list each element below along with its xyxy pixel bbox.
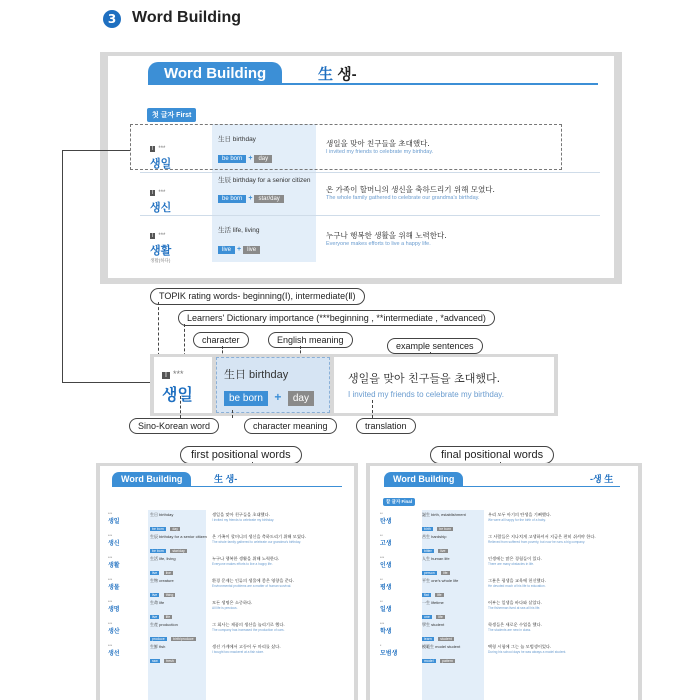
importance-stars: * [380, 644, 382, 648]
row-divider [140, 172, 600, 173]
character-meaning-chip: live [218, 246, 235, 254]
topik-level-badge: I [162, 372, 170, 379]
topik-level-badge: I [152, 233, 154, 239]
importance-stars: ** [380, 512, 383, 516]
importance-stars: *** [172, 369, 184, 379]
importance-stars: *** [380, 556, 385, 560]
zoom-meaning-block [224, 366, 314, 406]
character-meaning-chip: life [165, 615, 171, 619]
english-meaning: 苦生 hardship [422, 534, 447, 539]
example-sentence: 누구나 행복한 생활을 위해 노력한다. [326, 231, 447, 240]
example-sentence: 택형 시험에 그는 늘 모범생이었다. [488, 644, 552, 649]
callout-topik-rating: TOPIK rating words- beginning(Ⅰ), intermediate(Ⅱ) [150, 288, 365, 305]
list-item [380, 622, 632, 644]
sino-korean-word: 생물 [108, 584, 120, 591]
english-meaning: 人生 human life [422, 556, 450, 561]
character-meaning-chip: be born [439, 527, 452, 531]
example-sentence: 온 가족이 할머니의 생신을 축하드리기 위해 모였다. [326, 185, 495, 194]
example-sentence: 누구나 행복한 생활을 위해 노력한다. [212, 556, 280, 561]
character-meaning-chip: model [424, 659, 434, 663]
character-meaning-chip: live [165, 571, 171, 575]
list-item [380, 534, 632, 556]
callout-character: character [193, 332, 249, 348]
english-meaning: 平生 one's whole life [422, 578, 459, 583]
importance-stars: *** [158, 233, 166, 239]
plus-sign: + [274, 390, 282, 404]
example-translation: There are many obstacles in life. [488, 562, 535, 566]
example-translation: Everyone makes efforts to live a happy life. [326, 241, 431, 247]
character-meaning-chip: fresh [166, 659, 174, 663]
row-word-block [150, 137, 171, 171]
sino-korean-word: 탄생 [380, 518, 392, 525]
list-item [108, 600, 348, 622]
example-translation: I invited my friends to celebrate my birthday. [348, 390, 504, 399]
sino-korean-word: 생일 [150, 157, 172, 170]
character-meaning-chip: flat [424, 593, 429, 597]
character-meaning-chip: day [254, 155, 272, 163]
example-translation: The whole family gathered to celebrate our grandma's birthday. [212, 540, 301, 544]
callout-dictionary-importance: Learners' Dictionary importance (***beginning , **intermediate , *advanced) [178, 310, 495, 326]
example-translation: Everyone makes efforts to live a happy life. [212, 562, 273, 566]
character-meaning-chip: day [172, 527, 178, 531]
word-subform: 생활(하다) [150, 258, 171, 263]
english-meaning: 生鮮 fish [150, 644, 166, 649]
callout-translation: translation [356, 418, 416, 434]
importance-stars: ** [380, 578, 383, 582]
example-translation: I invited my friends to celebrate my birthday. [326, 149, 434, 155]
character-meaning-chip: birth [424, 527, 431, 531]
callout-english-meaning: English meaning [268, 332, 353, 348]
list-item [380, 600, 632, 622]
word-building-underline [112, 486, 342, 487]
importance-stars: ** [380, 600, 383, 604]
sino-korean-word: 생선 [108, 650, 120, 657]
english-meaning: 模範生 model student [422, 644, 461, 649]
importance-stars: *** [108, 600, 113, 604]
example-translation: The fisherman lived at sea all his life. [488, 606, 541, 610]
english-meaning: 生活 life, living [150, 556, 176, 561]
row-example-block [326, 184, 495, 201]
english-meaning: 生日 birthday [224, 369, 289, 381]
importance-stars: ** [380, 534, 383, 538]
example-sentence: 생일을 맞아 친구들을 초대했다. [326, 139, 430, 148]
word-building-underline [148, 83, 598, 85]
example-translation: The whole family gathered to celebrate our grandma's birthday. [326, 195, 480, 201]
character-meaning-chip: star/day [172, 549, 185, 553]
example-sentence: 그 회사는 제품의 생산을 늘리기로 했다. [212, 622, 285, 627]
list-item [108, 534, 348, 556]
english-meaning: 生日 birthday [150, 512, 174, 517]
example-translation: Environmental problems are a matter of human survival. [212, 584, 292, 588]
list-item [108, 556, 348, 578]
character-meaning-chip: produce [152, 637, 165, 641]
sino-korean-word: 생일 [162, 385, 193, 404]
sino-korean-word: 고생 [380, 540, 392, 547]
english-meaning: 學生 student [422, 622, 445, 627]
leader-line [372, 400, 373, 418]
connector-line [62, 382, 150, 383]
character-meaning-chip: be born [218, 195, 246, 203]
row-meaning-block [218, 135, 312, 165]
character-meaning-chip: be born [152, 549, 164, 553]
example-sentence: 생일을 맞아 친구들을 초대했다. [348, 372, 501, 385]
sino-korean-word: 인생 [380, 562, 392, 569]
character-meaning-chip: day [288, 391, 314, 406]
example-sentence: 온 가족이 할머니의 생신을 축하드리기 위해 모였다. [212, 534, 307, 539]
plus-sign: + [248, 155, 253, 162]
example-translation: He devoted much of his life to education. [488, 584, 546, 588]
list-item [380, 512, 632, 534]
character-meaning-chip: birth/produce [173, 637, 194, 641]
example-sentence: 학생들은 새로운 수업을 했다. [488, 622, 542, 627]
plus-sign: + [248, 195, 253, 202]
example-sentence: 생선 가게에서 고등어 두 마리를 샀다. [212, 644, 281, 649]
character-meaning-chip: live [243, 246, 260, 254]
zoom-example-block [348, 370, 504, 399]
connector-line [62, 150, 130, 151]
plus-sign: + [237, 246, 242, 253]
example-sentence: 생일을 맞아 친구들을 초대했다. [212, 512, 270, 517]
example-sentence: 그분은 평생을 교육에 헌신했다. [488, 578, 546, 583]
sino-korean-word: 일생 [380, 606, 392, 613]
importance-stars: *** [108, 644, 113, 648]
connector-line [62, 150, 63, 382]
row-divider [140, 215, 600, 216]
row-word-block [150, 181, 171, 215]
character-meaning-chip: be born [218, 155, 246, 163]
example-translation: All life is precious. [212, 606, 238, 610]
section-title: Word Building [132, 9, 242, 26]
example-sentence: 인생에는 많은 경험들이 있다. [488, 556, 542, 561]
character-meaning-chip: be born [152, 527, 164, 531]
leader-line [232, 410, 233, 418]
example-translation: Relieved from suffered from poverty, but now he runs a big company. [488, 540, 586, 544]
importance-stars: *** [380, 622, 385, 626]
list-item [108, 622, 348, 644]
example-sentence: 모든 생명은 소중하다. [212, 600, 253, 605]
importance-stars: *** [108, 512, 113, 516]
english-meaning: 生活 life, living [218, 227, 260, 234]
list-item [380, 556, 632, 578]
list-item [108, 644, 348, 666]
english-meaning: 一生 lifetime [422, 600, 444, 605]
callout-first-positional: first positional words [180, 446, 302, 464]
hanja-heading: 生 생- [214, 474, 238, 484]
example-sentence: 환경 문제는 인류의 생물에 좋은 영향을 준다. [212, 578, 295, 583]
character-meaning-chip: pattern [442, 659, 453, 663]
english-meaning: 誕生 birth, establishment [422, 512, 466, 517]
hanja-heading: -생 生 [590, 474, 614, 484]
example-translation: During his school days he was always a model student. [488, 650, 567, 654]
row-meaning-block [218, 226, 312, 256]
character-meaning-chip: life [438, 615, 443, 619]
example-translation: I invited my friends to celebrate my birthday. [212, 518, 275, 522]
english-meaning: 生産 production [150, 622, 178, 627]
callout-character-meaning: character meaning [244, 418, 337, 434]
word-building-tab: Word Building [112, 472, 191, 486]
final-position-tag: 끝 글자 Final [383, 498, 415, 506]
character-meaning-chip: live [152, 615, 158, 619]
sino-korean-word: 생신 [108, 540, 120, 547]
list-item [380, 578, 632, 600]
english-meaning: 生辰 birthday for a senior citizen [218, 177, 311, 184]
example-translation: The company has increased the production of cars. [212, 628, 285, 632]
list-item [108, 578, 348, 600]
zoom-word-block [162, 364, 193, 405]
example-sentence: 어부는 일생을 바다와 살았다. [488, 600, 542, 605]
callout-example-sentences: example sentences [387, 338, 483, 354]
english-meaning: 生辰 birthday for a senior citizen [150, 534, 207, 539]
character-meaning-chip: learn [424, 637, 432, 641]
leader-line [180, 396, 181, 418]
sino-korean-word: 생신 [150, 201, 172, 214]
importance-stars: *** [108, 578, 113, 582]
final-position-list [380, 512, 632, 666]
character-meaning-chip: bitter [424, 549, 432, 553]
word-building-tab: Word Building [148, 62, 282, 85]
list-item [380, 644, 632, 666]
character-meaning-chip: one [424, 615, 430, 619]
row-example-block [326, 230, 447, 247]
character-meaning-chip: student [440, 637, 452, 641]
sino-korean-word: 생활 [108, 562, 120, 569]
first-position-list [108, 512, 348, 666]
row-example-block [326, 138, 433, 155]
importance-stars: *** [158, 190, 166, 196]
importance-stars: *** [108, 556, 113, 560]
sino-korean-word: 평생 [380, 584, 392, 591]
word-building-tab: Word Building [384, 472, 463, 486]
row-meaning-block [218, 176, 312, 205]
hanja-char: 生 [318, 66, 334, 83]
character-meaning-chip: life [443, 571, 448, 575]
word-building-underline [384, 486, 620, 487]
example-sentence: 우리 모두 아기의 탄생을 기뻐했다. [488, 512, 552, 517]
hanja-reading: 생- [337, 66, 357, 83]
character-meaning-chip: raw [152, 659, 158, 663]
list-item [108, 512, 348, 534]
example-sentence: 그 사람들은 지나치게 고생하셔서 지금은 편히 쉬셔야 한다. [488, 534, 596, 539]
hanja-heading [318, 63, 357, 84]
sino-korean-word: 생활 [150, 244, 172, 257]
row-word-block [150, 224, 171, 264]
character-meaning-chip: thing [165, 593, 174, 597]
character-meaning-chip: star/day [254, 195, 283, 203]
character-meaning-chip: live [152, 593, 158, 597]
section-number-badge: 3 [103, 10, 121, 28]
example-translation: We were all happy for the birth of a baby. [488, 518, 546, 522]
english-meaning: 生日 birthday [218, 136, 256, 143]
english-meaning: 生命 life [150, 600, 165, 605]
first-position-tag: 첫 글자 First [147, 108, 196, 122]
example-translation: I bought two mackerel at a fish store. [212, 650, 265, 654]
character-meaning-chip: live [152, 571, 158, 575]
topik-level-badge: I [152, 190, 154, 196]
sino-korean-word: 모범생 [380, 650, 398, 657]
importance-stars: *** [158, 146, 166, 152]
callout-sino-korean-word: Sino-Korean word [129, 418, 219, 434]
english-meaning: 生物 creature [150, 578, 174, 583]
sino-korean-word: 생명 [108, 606, 120, 613]
sino-korean-word: 생산 [108, 628, 120, 635]
character-meaning-chip: person [424, 571, 435, 575]
character-meaning-chip: be born [224, 391, 268, 406]
topik-level-badge: I [152, 146, 154, 152]
example-translation: The students are new in class. [488, 628, 532, 632]
sino-korean-word: 생일 [108, 518, 120, 525]
character-meaning-chip: life [437, 593, 442, 597]
importance-stars: *** [108, 534, 113, 538]
character-meaning-chip: live [440, 549, 446, 553]
sino-korean-word: 학생 [380, 628, 392, 635]
importance-stars: *** [108, 622, 113, 626]
callout-final-positional: final positional words [430, 446, 554, 464]
